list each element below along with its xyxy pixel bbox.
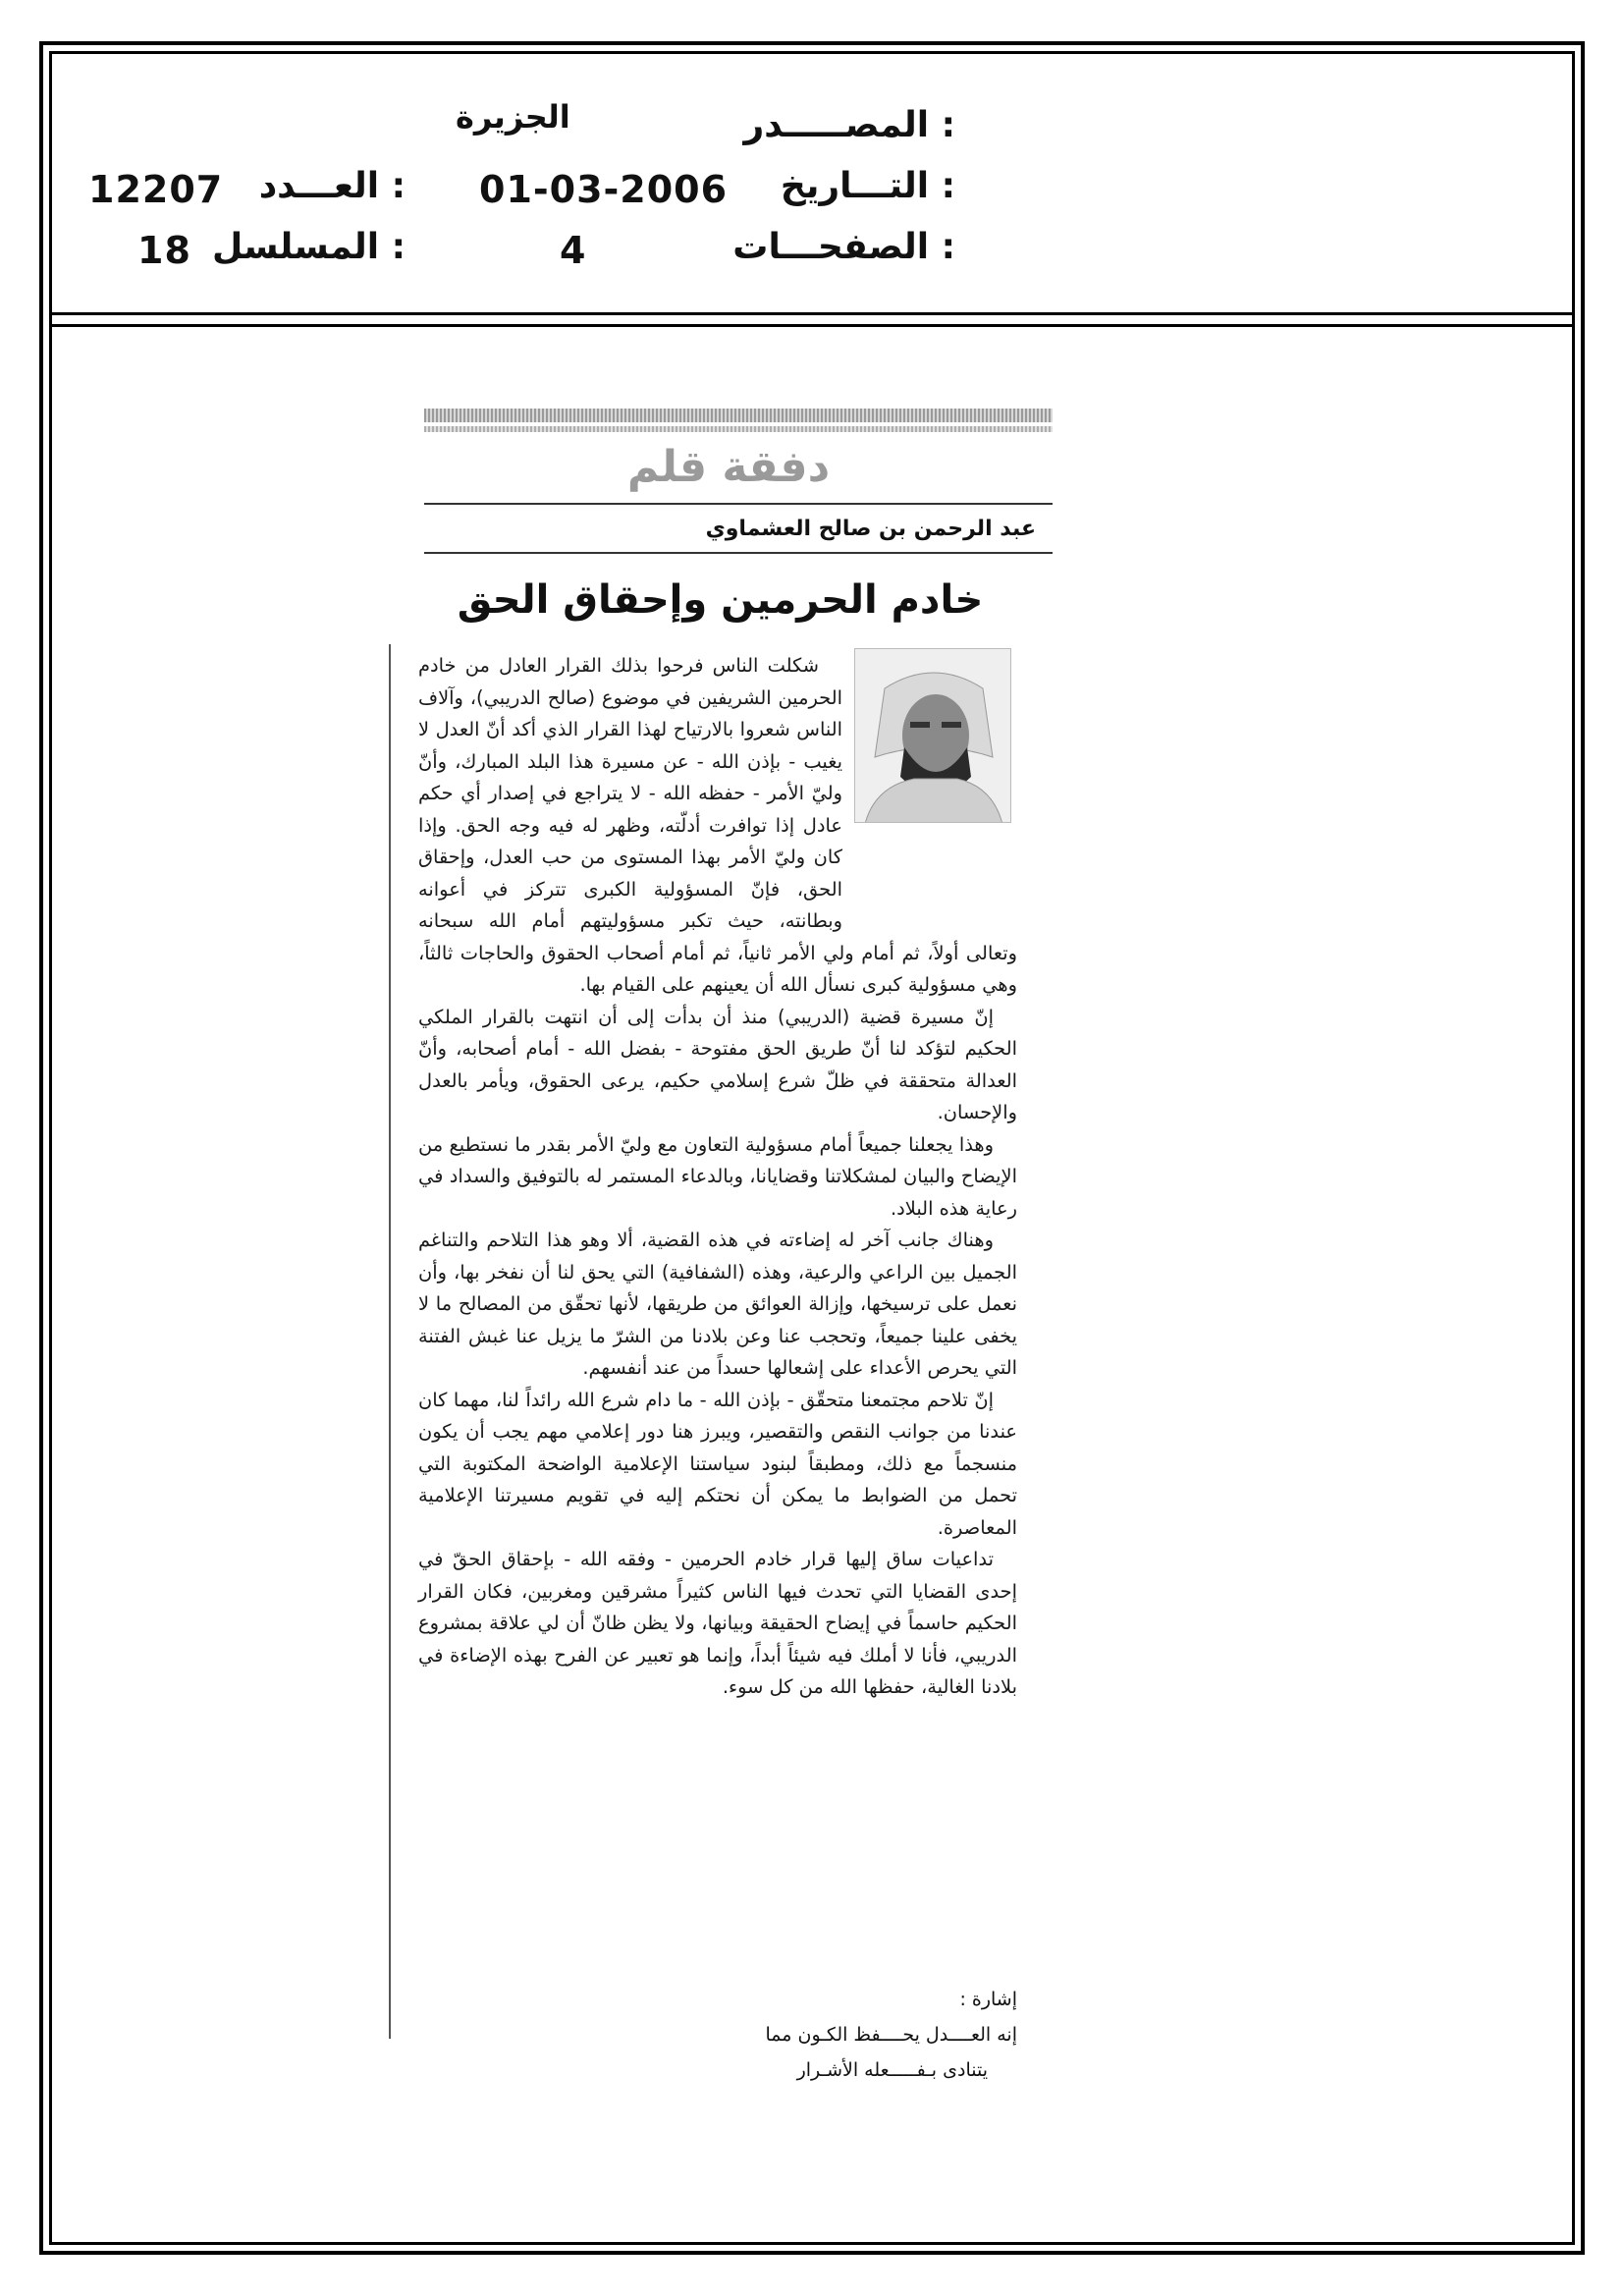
photo-spacer — [850, 650, 1017, 925]
article-body — [418, 650, 1017, 1704]
footer-label: إشارة : — [959, 1989, 1017, 2010]
issue-label: العـــدد : — [258, 166, 406, 206]
column-left-rule — [389, 644, 391, 2039]
author-rule — [424, 552, 1053, 554]
article-paragraph: شكلت الناس فرحوا بذلك القرار العادل من خادم الحرمين الشريفين في موضوع (صالح الدريبي)، وآلاف الناس شعروا بالارتياح لهذا القرار الذي أكد أنّ العدل لا يغيب - بإذن الله - عن مسيرة هذا البلد المبارك، وأنّ وليّ الأمر - حفظه الله - لا يتراجع في إصدار أي حكم عادل إذا توافرت أدلّته، وظهر له فيه وجه الحق. وإذا كان وليّ الأمر بهذا المستوى من حب العدل، وإحقاق الحق، فإنّ المسؤولية الكبرى تتركز في أعوانه وبطانته، حيث تكبر مسؤوليتهم أمام الله سبحانه وتعالى أولاً، ثم أمام ولي الأمر ثانياً، ثم أمام أصحاب الحقوق والحاجات ثالثاً، وهي مسؤولية كبرى نسأل الله أن يعينهم على القيام بها. — [418, 654, 1017, 996]
column-rule — [424, 503, 1053, 505]
source-value: الجزيرة — [456, 98, 570, 136]
footer-verse-line-1: إنه العــــدل يحــــفظ الكـون مما — [765, 2024, 1017, 2046]
article-paragraph: تداعيات ساق إليها قرار خادم الحرمين - وفقه الله - بإحقاق الحقّ في إحدى القضايا التي تحدث فيها الناس كثيراً مشرقين ومغربين، فكان القرار الحكيم حاسماً في إيضاح الحقيقة وبيانها، ولا يظن ظانّ أن لي علاقة بمشروع الدريبي، فأنا لا أملك فيه شيئاً أبداً، وإنما هو تعبير عن الفرح بهذه الإضاءة في بلادنا الغالية، حفظها الله من كل سوء. — [418, 1548, 1017, 1698]
serial-label: المسلسل : — [211, 227, 406, 267]
article-paragraph: وهذا يجعلنا جميعاً أمام مسؤولية التعاون مع وليّ الأمر بقدر ما نستطيع من الإيضاح والبيان لمشكلاتنا وقضايانا، وبالدعاء المستمر له بالتوفيق والسداد في رعاية هذه البلاد. — [418, 1132, 1017, 1220]
header-divider — [49, 312, 1575, 315]
pages-label: الصفحـــات : — [732, 227, 955, 267]
serial-value: 18 — [137, 229, 191, 272]
issue-value: 12207 — [88, 168, 224, 211]
footer-note — [418, 1982, 1017, 2088]
article-headline: خادم الحرمين وإحقاق الحق — [457, 577, 984, 623]
date-value: 01-03-2006 — [479, 168, 729, 211]
footer-verse-line-2: يتنادى بـفـــــعله الأشـرار — [796, 2059, 988, 2081]
article-paragraph: إنّ مسيرة قضية (الدريبي) منذ أن بدأت إلى أن انتهت بالقرار الملكي الحكيم لتؤكد لنا أنّ طريق الحق مفتوحة - بفضل الله - أمام أصحابه، وأنّ العدالة متحققة في ظلّ شرع إسلامي حكيم، يرعى الحقوق، ويأمر بالعدل والإحسان. — [418, 1005, 1017, 1123]
author-name: عبد الرحمن بن صالح العشماوي — [705, 517, 1036, 541]
article-paragraph: إنّ تلاحم مجتمعنا متحقّق - بإذن الله - ما دام شرع الله رائداً لنا، مهما كان عندنا من جوانب النقص والتقصير، ويبرز هنا دور إعلامي مهم يجب أن يكون منسجماً مع ذلك، ومطبقاً لبنود سياستنا الإعلامية الواضحة المكتوبة التي تحمل من الضوابط ما يمكن أن نحتكم إليه في تقويم مسيرتنا الإعلامية المعاصرة. — [418, 1388, 1017, 1539]
source-label: المصـــــدر : — [743, 105, 955, 145]
column-title: دفقة قلم — [626, 442, 831, 492]
header-divider-double — [49, 324, 1575, 327]
decorative-band — [424, 426, 1053, 432]
article-paragraph: وهناك جانب آخر له إضاءته في هذه القضية، ألا وهو هذا التلاحم والتناغم الجميل بين الراعي والرعية، وهذه (الشفافية) التي يحق لنا أن نفخر بها، وأن نعمل على ترسيخها، وإزالة العوائق من طريقها، لأنها تحقّق من المصالح ما لا يخفى علينا جميعاً، وتحجب عنا وعن بلادنا من الشرّ ما يزيل عنا غبش الفتنة التي يحرص الأعداء على إشعالها حسداً من عند أنفسهم. — [418, 1229, 1017, 1379]
pages-value: 4 — [560, 229, 587, 272]
newspaper-clipping — [385, 393, 1055, 2081]
decorative-band — [424, 409, 1053, 422]
date-label: التـــاريخ : — [780, 166, 955, 206]
